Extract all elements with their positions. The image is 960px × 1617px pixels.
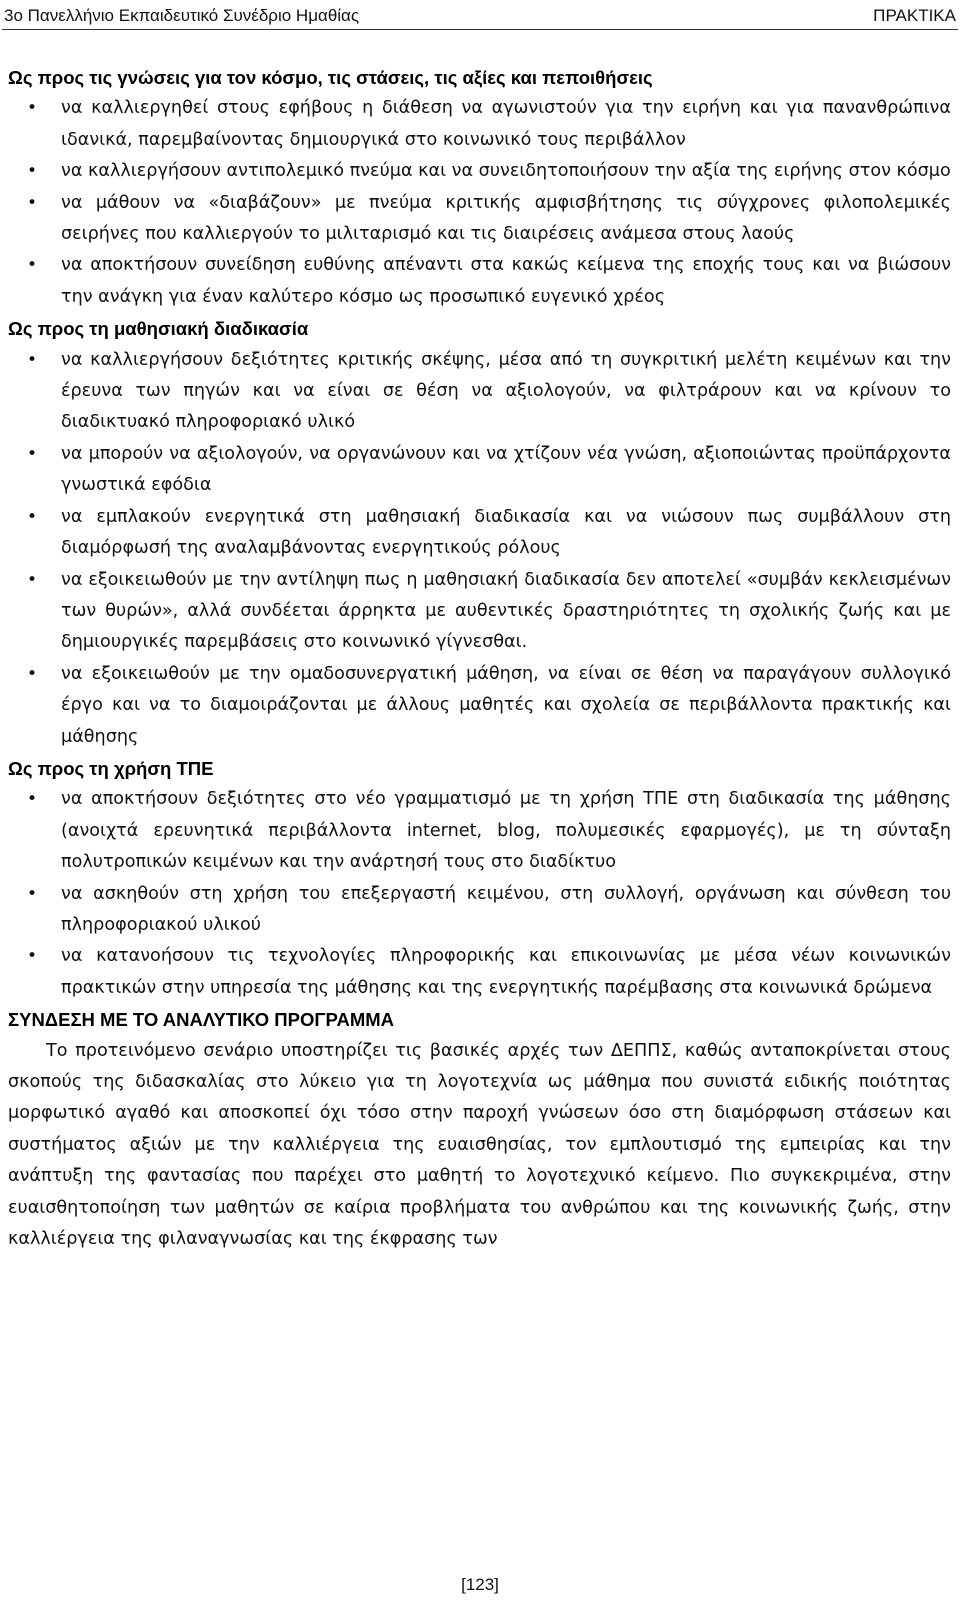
list-item: • να εμπλακούν ενεργητικά στη μαθησιακή διαδικασία και να νιώσουν πως συμβάλλουν στη διαμόρφωσή της αναλαμβάνοντας ενεργητικούς ρόλους: [8, 502, 951, 565]
list-item: • να ασκηθούν στη χρήση του επεξεργαστή κειμένου, στη συλλογή, οργάνωση και σύνθεση του πληροφοριακού υλικού: [8, 879, 951, 942]
section-learning-process: [8, 313, 951, 753]
page-content: [8, 62, 951, 1255]
section-heading: ΣΥΝΔΕΣΗ ΜΕ ΤΟ ΑΝΑΛΥΤΙΚΟ ΠΡΟΓΡΑΜΜΑ: [8, 1009, 395, 1031]
list-item: • να καλλιεργηθεί στους εφήβους η διάθεση να αγωνιστούν για την ειρήνη και για πανανθρώπινα ιδανικά, παρεμβαίνοντας δημιουργικά στο κοινωνικό τους περιβάλλον: [8, 93, 951, 156]
section-heading: Ως προς τις γνώσεις για τον κόσμο, τις στάσεις, τις αξίες και πεποιθήσεις: [8, 67, 653, 88]
section-heading: Ως προς τη μαθησιακή διαδικασία: [8, 318, 309, 340]
list-item: • να μπορούν να αξιολογούν, να οργανώνουν και να χτίζουν νέα γνώση, αξιοποιώντας προϋπάρχοντα γνωστικά εφόδια: [8, 439, 951, 502]
list-item: • να καλλιεργήσουν δεξιότητες κριτικής σκέψης, μέσα από τη συγκριτική μελέτη κειμένων και την έρευνα των πηγών και να είναι σε θέση να αξιολογούν, να φιλτράρουν και να κρίνουν το διαδικτυακό πληροφοριακό υλικό: [8, 345, 951, 439]
bullet-list: [8, 345, 951, 753]
proceedings-label: ΠΡΑΚΤΙΚΑ: [873, 6, 956, 25]
list-item: • να εξοικειωθούν με την ομαδοσυνεργατική μάθηση, να είναι σε θέση να παραγάγουν συλλογικό έργο και να το διαμοιράζονται με άλλους μαθητές και σχολεία σε περιβάλλοντα πρακτικής και μάθησης: [8, 659, 951, 753]
list-item: • να αποκτήσουν συνείδηση ευθύνης απέναντι στα κακώς κείμενα της εποχής τους και να βιώσουν την ανάγκη για έναν καλύτερο κόσμο ως προσωπικό ευγενικό χρέος: [8, 250, 951, 313]
list-item: • να καλλιεργήσουν αντιπολεμικό πνεύμα και να συνειδητοποιήσουν την αξία της ειρήνης στον κόσμο: [8, 156, 951, 187]
list-item: • να μάθουν να «διαβάζουν» με πνεύμα κριτικής αμφισβήτησης τις σύγχρονες φιλοπολεμικές σειρήνες που καλλιεργούν το μιλιταρισμό και τις διαιρέσεις ανάμεσα στους λαούς: [8, 188, 951, 251]
bullet-list: [8, 93, 951, 313]
section-ict-use: [8, 753, 951, 1004]
page-number: [123]: [461, 1575, 499, 1594]
list-item: • να εξοικειωθούν με την αντίληψη πως η μαθησιακή διαδικασία δεν αποτελεί «συμβάν κεκλεισμένων των θυρών», αλλά συνδέεται άρρηκτα με αυθεντικές δραστηριότητες τη σχολικής ζωής και με δημιουργικές παρεμβάσεις στο κοινωνικό γίγνεσθαι.: [8, 565, 951, 659]
conference-title: 3ο Πανελλήνιο Εκπαιδευτικό Συνέδριο Ημαθίας: [4, 6, 360, 25]
page-header: [4, 0, 956, 30]
section-knowledge-attitudes: [8, 62, 951, 313]
section-curriculum-link: [8, 1004, 951, 1255]
list-item: • να κατανοήσουν τις τεχνολογίες πληροφορικής και επικοινωνίας με μέσα νέων κοινωνικών πρακτικών στην υπηρεσία της μάθησης και της ενεργητικής παρέμβασης στα κοινωνικά δρώμενα: [8, 941, 951, 1004]
bullet-list: [8, 784, 951, 1004]
body-paragraph: Το προτεινόμενο σενάριο υποστηρίζει τις βασικές αρχές των ΔΕΠΠΣ, καθώς ανταποκρίνεται στους σκοπούς της διδασκαλίας στο λύκειο για τη λογοτεχνία ως μάθημα που συνιστά ειδικής ποιότητας μορφωτικό αγαθό και αποσκοπεί όχι τόσο στην παροχή γνώσεων όσο στη διαμόρφωση στάσεων και συστήματος αξιών με την καλλιέργεια της ευαισθησίας, τον εμπλουτισμό της εμπειρίας και την ανάπτυξη της φαντασίας που παρέχει στο μαθητή το λογοτεχνικό κείμενο. Πιο συγκεκριμένα, στην ευαισθητοποίηση των μαθητών σε καίρια προβλήματα του ανθρώπου και της κοινωνικής ζωής, στην καλλιέργεια της φιλαναγνωσίας και της έκφρασης των: [8, 1040, 951, 1250]
list-item: • να αποκτήσουν δεξιότητες στο νέο γραμματισμό με τη χρήση ΤΠΕ στη διαδικασία της μάθησης (ανοιχτά ερευνητικά περιβάλλοντα internet, blog, πολυμεσικές εφαρμογές), με τη σύνταξη πολυτροπικών κειμένων και την ανάρτησή τους στο διαδίκτυο: [8, 784, 951, 878]
section-heading: Ως προς τη χρήση ΤΠΕ: [8, 757, 214, 779]
header-divider: [2, 29, 958, 30]
